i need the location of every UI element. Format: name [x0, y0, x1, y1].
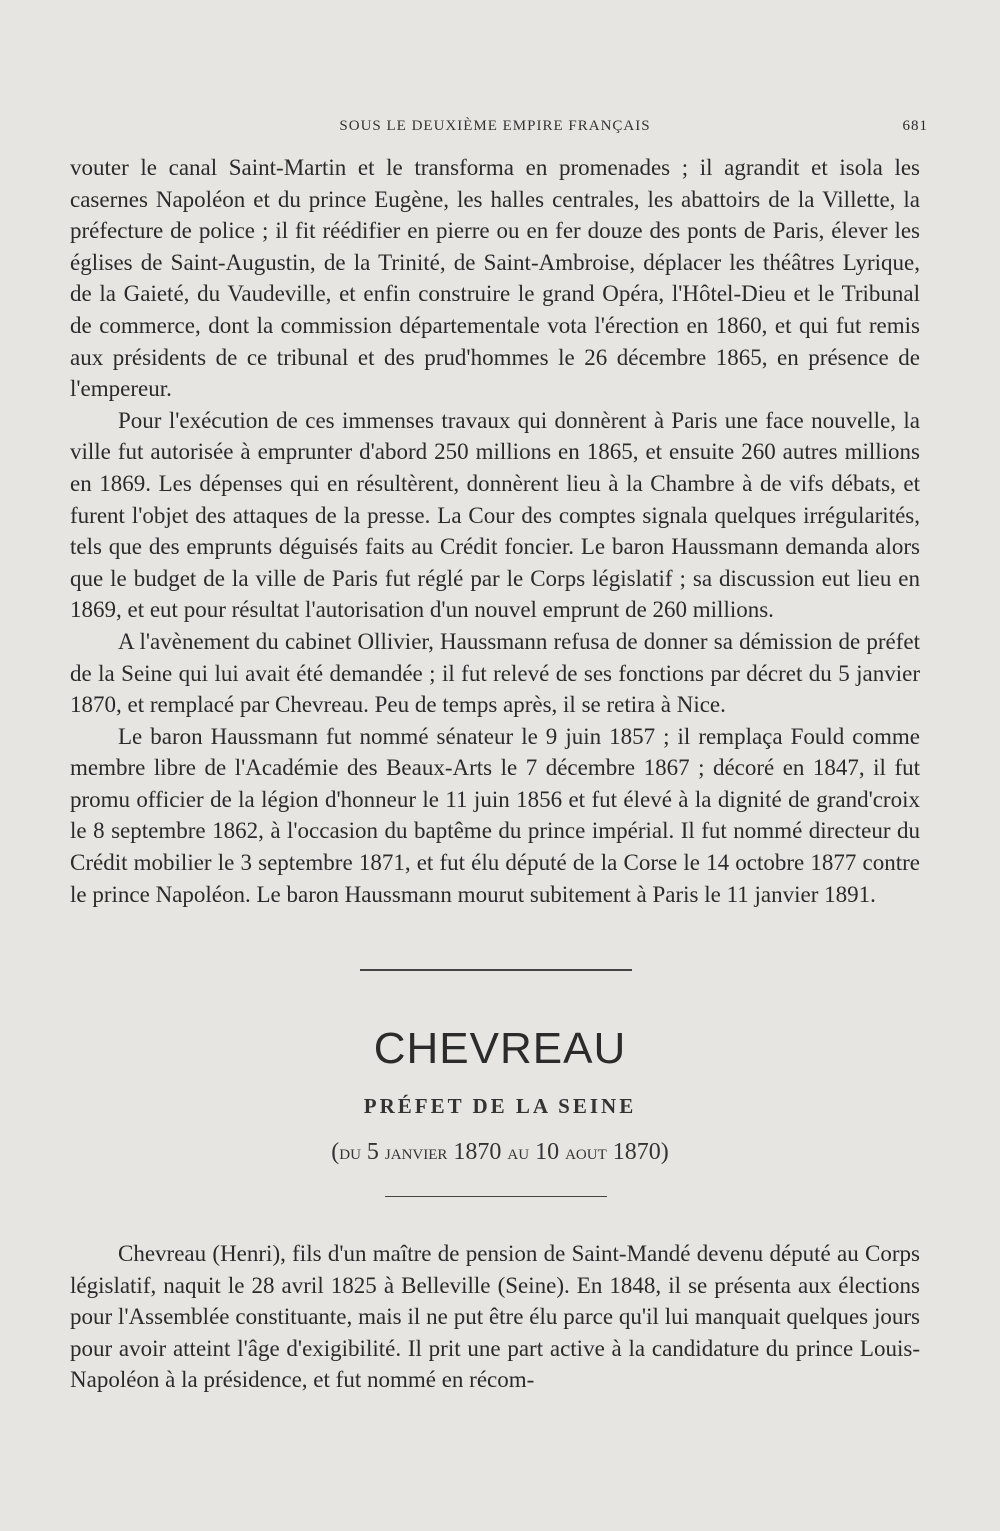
body-text: [70, 152, 920, 910]
paragraph: A l'avènement du cabinet Ollivier, Haussmann refusa de donner sa démission de préfet de la Seine qui lui avait été demandée ; il fut relevé de ses fonctions par décret du 5 janvier 1870, et remplacé par Chevreau. Peu de temps après, il se retira à Nice.: [70, 628, 920, 718]
section-divider-bottom: [385, 1196, 607, 1197]
section-divider-top: [360, 969, 632, 971]
dates-start-day: 5: [360, 1139, 385, 1165]
paragraph: Le baron Haussmann fut nommé sénateur le 9 juin 1857 ; il remplaça Fould comme membre libre de l'Académie des Beaux-Arts le 7 décembre 1867 ; décoré en 1847, il fut promu officier de la légion d'honneur le 11 juin 1856 et fut élevé à la dignité de grand'croix le 8 septembre 1862, à l'occasion du baptême du prince impérial. Il fut nommé directeur du Crédit mobilier le 3 septembre 1871, et fut élu député de la Corse le 14 octobre 1877 contre le prince Napoléon. Le baron Haussmann mourut subitement à Paris le 11 janvier 1891.: [70, 723, 920, 907]
section-title: CHEVREAU: [373, 1024, 627, 1073]
dates-end-year: 1870): [606, 1139, 669, 1165]
section-body-text: [70, 1238, 920, 1396]
running-head: [70, 116, 928, 140]
dates-start-month: janvier: [384, 1139, 448, 1164]
paragraph: Chevreau (Henri), fils d'un maître de pension de Saint-Mandé devenu député au Corps législatif, naquit le 28 avril 1825 à Belleville (Seine). En 1848, il se présenta aux élections pour l'Assemblée constituante, mais il ne put être élu parce qu'il lui manquait quelques jours pour avoir atteint l'âge d'exigibilité. Il prit une part active à la candidature du prince Louis-Napoléon à la présidence, et fut nommé en récom-: [70, 1241, 920, 1393]
dates-end-day: 10: [529, 1139, 566, 1165]
paragraph: vouter le canal Saint-Martin et le transforma en promenades ; il agrandit et isola les casernes Napoléon et du prince Eugène, les halles centrales, les abattoirs de la Villette, la préfecture de police ; il fit réédifier en pierre ou en fer douze des ponts de Paris, élever les églises de Saint-Augustin, de la Trinité, de Saint-Ambroise, déplacer les théâtres Lyrique, de la Gaieté, du Vaudeville, et enfin construire le grand Opéra, l'Hôtel-Dieu et le Tribunal de commerce, dont la commission départementale vota l'érection en 1860, et qui fut remis aux présidents de ce tribunal et des prud'hommes le 26 décembre 1865, en présence de l'empereur.: [70, 155, 920, 402]
running-title: SOUS LE DEUXIÈME EMPIRE FRANÇAIS: [339, 118, 651, 134]
dates-end-month: aout: [565, 1139, 607, 1164]
section-dates: [0, 1139, 1000, 1166]
dates-open: (: [331, 1139, 340, 1165]
paragraph: Pour l'exécution de ces immenses travaux qui donnèrent à Paris une face nouvelle, la ville fut autorisée à emprunter d'abord 250 millions en 1865, et ensuite 260 autres millions en 1869. Les dépenses qui en résultèrent, donnèrent lieu à la Chambre à de vifs débats, et furent l'objet des attaques de la presse. La Cour des comptes signala quelques irrégularités, tels que des emprunts déguisés faits au Crédit foncier. Le baron Haussmann demanda alors que le budget de la ville de Paris fut réglé par le Corps législatif ; sa discussion eut lieu en 1869, et eut pour résultat l'autorisation d'un nouvel emprunt de 260 millions.: [70, 407, 920, 623]
dates-au: au: [507, 1139, 530, 1164]
dates-du: du: [339, 1139, 361, 1164]
dates-start-year: 1870: [447, 1139, 508, 1165]
page-number: 681: [902, 118, 928, 134]
section-subtitle: PRÉFET DE LA SEINE: [363, 1094, 637, 1118]
